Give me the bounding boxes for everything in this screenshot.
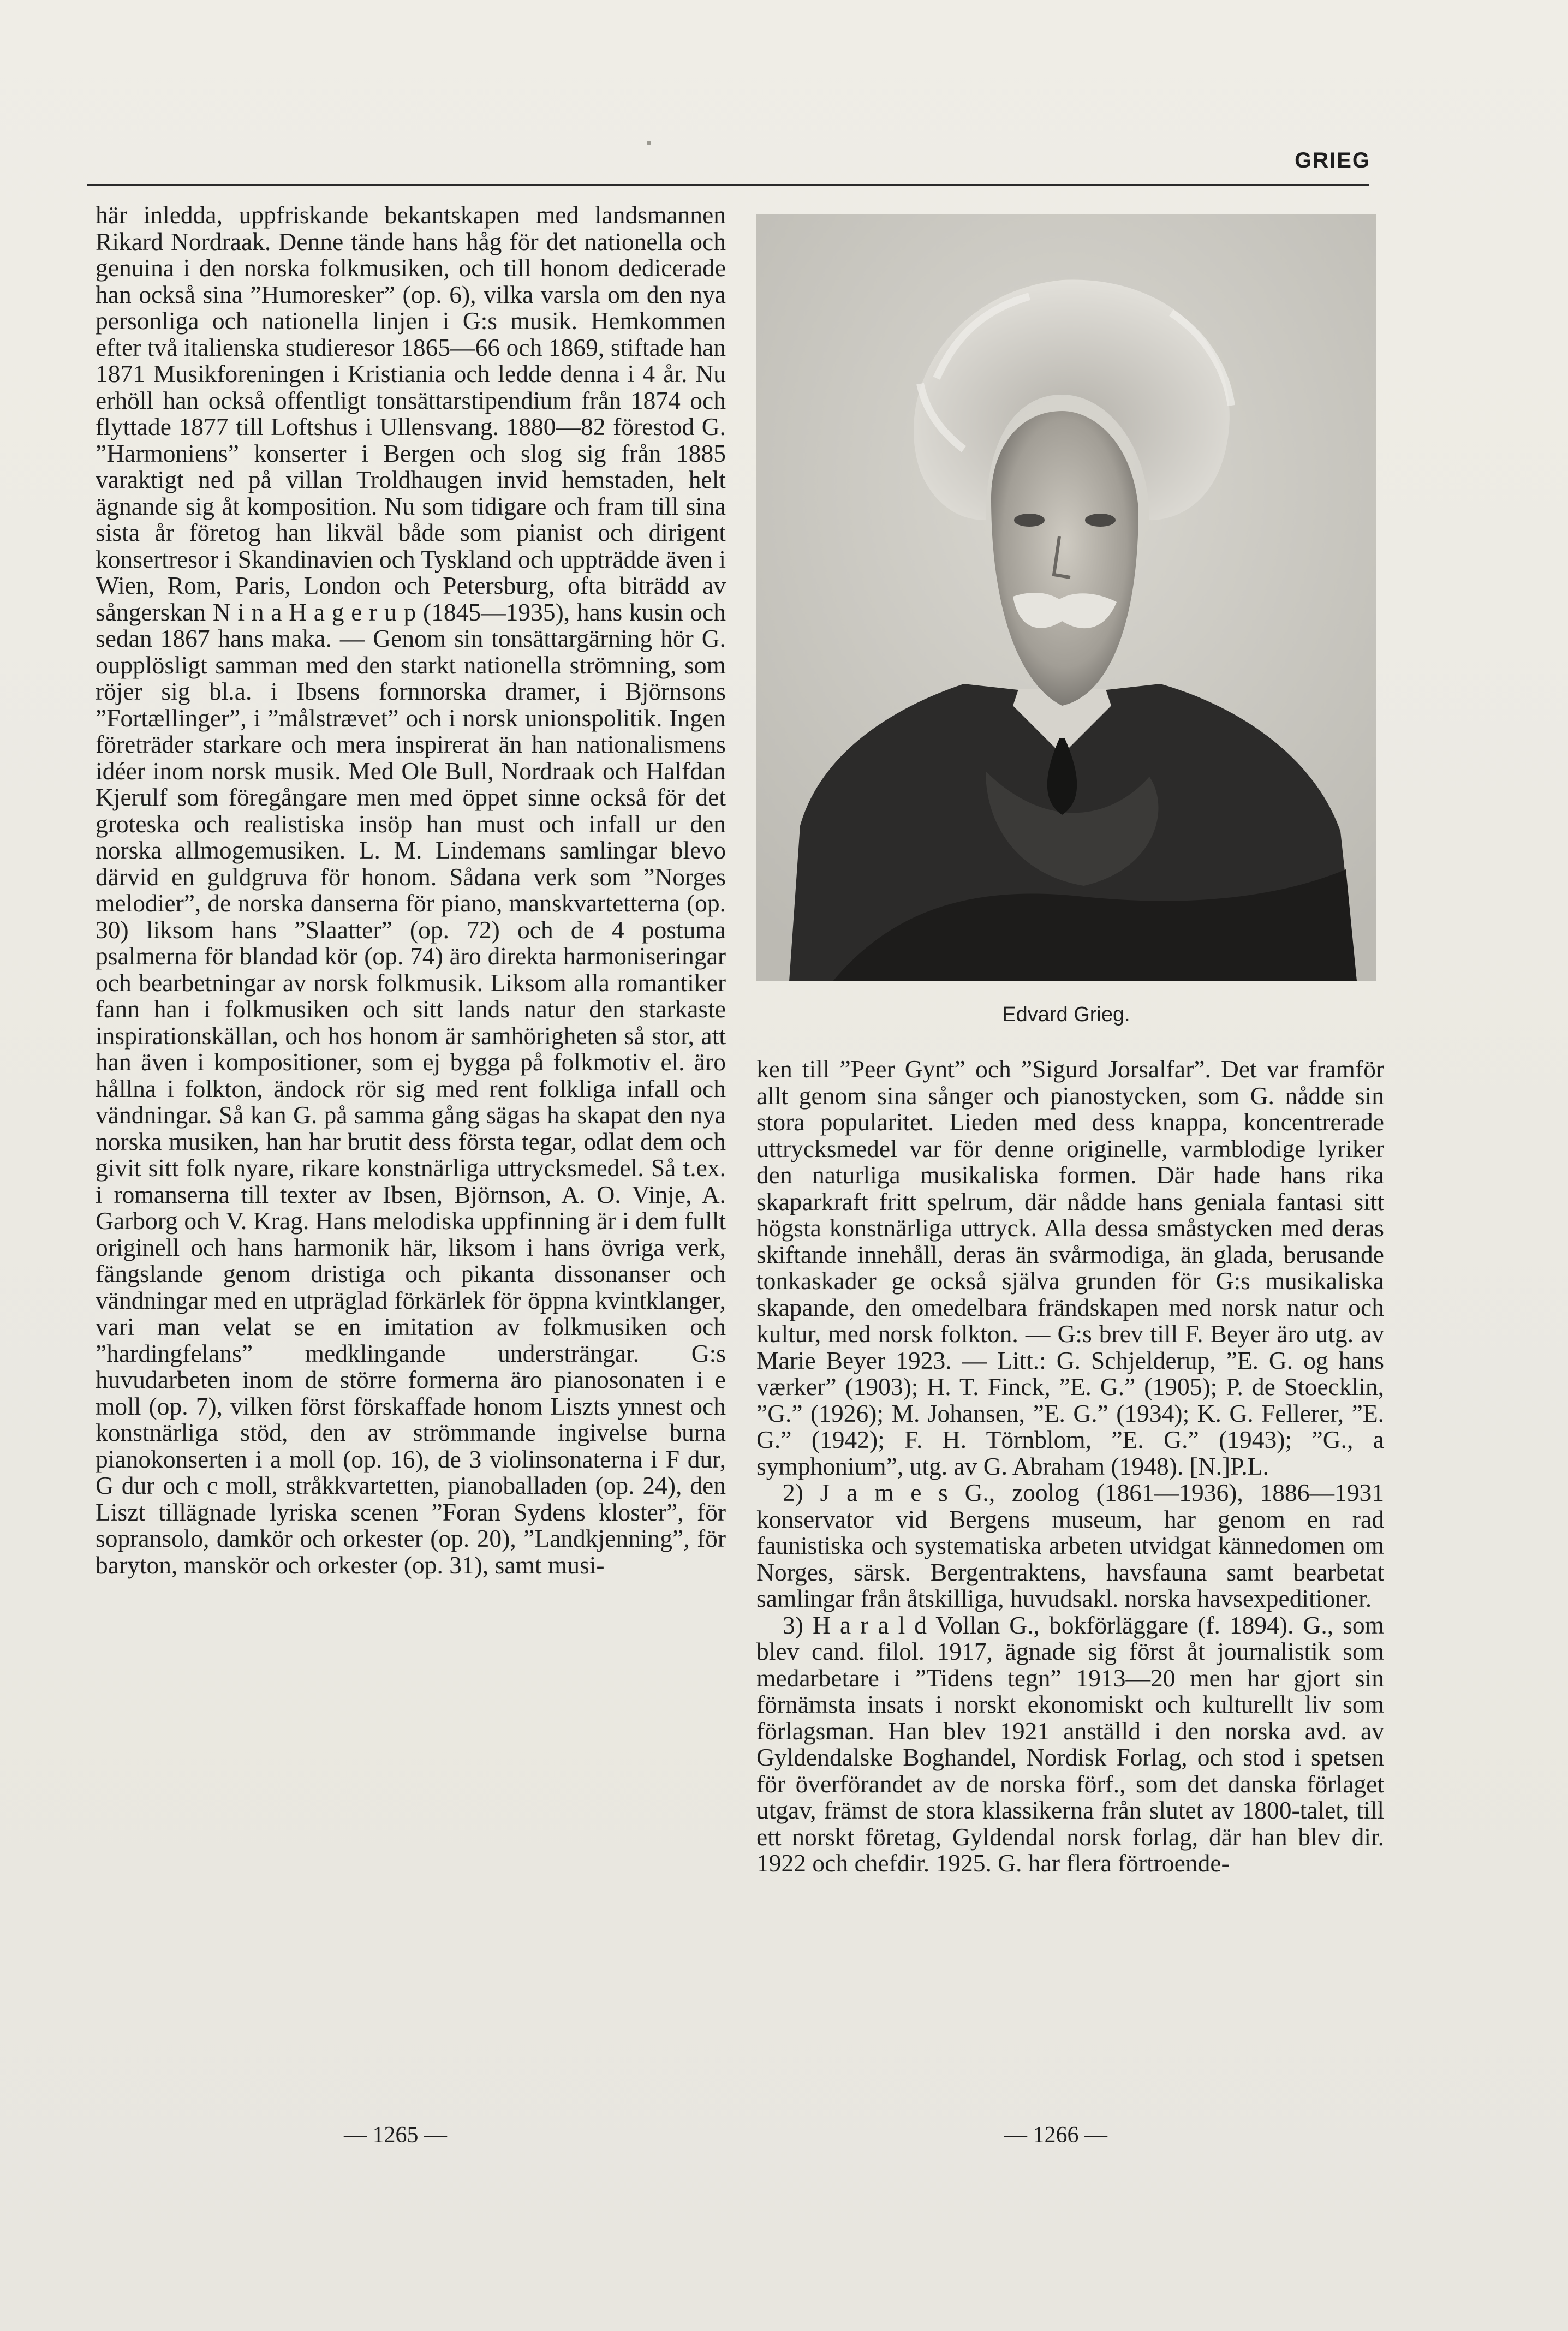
right-paragraph-1: ken till ”Peer Gynt” och ”Sigurd Jorsalfar”. Det var framför allt genom sina sånger och pianostycken, som G. nådde sin stora popularitet. Lieden med dess knappa, koncentrerade uttrycksmedel var för denne originelle, varmblodige lyriker den naturliga musikaliska formen. Där hade hans rika skaparkraft fritt spelrum, där nådde hans geniala fantasi sitt högsta konstnärliga uttryck. Alla dessa småstycken med deras skiftande innehåll, deras än svårmodiga, än glada, berusande tonkaskader ge också själva grunden för G:s musikaliska skapande, den omedelbara frändskapen med norsk natur och kultur, med norsk folkton. — G:s brev till F. Beyer äro utg. av Marie Beyer 1923. — Litt.: G. Schjelderup, ”E. G. og hans værker” (1903); H. T. Finck, ”E. G.” (1905); P. de Stoecklin, ”G.” (1926); M. Johansen, ”E. G.” (1934); K. G. Fellerer, ”E. G.” (1942); F. H. Törnblom, ”E. G.” (1943); ”G., a symphonium”, utg. av G. Abraham (1948). [N.]P.L. xyxy=(756,1056,1384,1480)
paper-speck xyxy=(647,141,651,145)
right-column xyxy=(756,1056,1384,2093)
page-number-left: — 1265 — xyxy=(344,2123,447,2148)
right-paragraph-2: 2) J a m e s G., zoolog (1861—1936), 1886—1931 konservator vid Bergens museum, har genom en rad faunistiska och systematiska arbeten utvidgat kännedomen om Norges, särsk. Bergentraktens, havsfauna samt bearbetat samlingar från åtskilliga, huvudsakl. norska havsexpeditioner. xyxy=(756,1479,1384,1612)
header-rule xyxy=(87,184,1369,186)
running-head: GRIEG xyxy=(1295,148,1370,172)
portrait-photo xyxy=(756,214,1376,981)
photo-caption: Edvard Grieg. xyxy=(1002,1003,1130,1026)
left-column xyxy=(96,202,726,2085)
portrait-illustration xyxy=(756,214,1376,981)
left-column-text: här inledda, uppfriskande bekantskapen med landsmannen Rikard Nordraak. Denne tände hans håg för det nationella och genuina i den norska folkmusiken, och till honom dedicerade han också sina ”Humoresker” (op. 6), vilka varsla om den nya personliga och nationella linjen i G:s musik. Hemkommen efter två italienska studieresor 1865—66 och 1869, stiftade han 1871 Musikforeningen i Kristiania och ledde denna i 4 år. Nu erhöll han också offentligt tonsättarstipendium från 1874 och flyttade 1877 till Loftshus i Ullensvang. 1880—82 förestod G. ”Harmoniens” konserter i Bergen och slog sig från 1885 varaktigt ned på villan Troldhaugen invid hemstaden, helt ägnande sig åt komposition. Nu som tidigare och fram till sina sista år företog han likväl både som pianist och dirigent konsertresor i Skandinavien och Tyskland och uppträdde även i Wien, Rom, Paris, London och Petersburg, ofta biträdd av sångerskan N i n a H a g e r u p (1845—1935), hans kusin och sedan 1867 hans maka. — Genom sin tonsättargärning hör G. oupplösligt samman med den starkt nationella strömning, som röjer sig bl.a. i Ibsens fornnorska dramer, i Björnsons ”Fortællinger”, i ”målstrævet” och i norsk unionspolitik. Ingen företräder starkare och mera inspirerat än han nationalismens idéer inom norsk musik. Med Ole Bull, Nordraak och Halfdan Kjerulf som föregångare men med öppet sinne också för det groteska och realistiska insöp han must och infall ur den norska allmogemusiken. L. M. Lindemans samlingar blevo därvid en guldgruva för honom. Sådana verk som ”Norges melodier”, de norska danserna för piano, manskvartetterna (op. 30) liksom hans ”Slaatter” (op. 72) och de 4 postuma psalmerna för blandad kör (op. 74) äro direkta harmoniseringar och bearbetningar av norsk folkmusik. Liksom alla romantiker fann han i folkmusiken och sitt lands natur den starkaste inspirationskällan, och hos honom är samhörigheten så stor, att han även i kompositioner, som ej bygga på folkmotiv el. äro hållna i folkton, ändock rör sig med rent folkliga infall och vändningar. Så kan G. på samma gång sägas ha skapat den nya norska musiken, han har brutit dess första tegar, odlat dem och givit sitt folk nyare, rikare konstnärliga uttrycksmedel. Så t.ex. i romanserna till texter av Ibsen, Björnson, A. O. Vinje, A. Garborg och V. Krag. Hans melodiska uppfinning är i dem fullt originell och hans harmonik här, liksom i hans övriga verk, fängslande genom dristiga och pikanta dissonanser och vändningar med en utpräglad förkärlek för öppna kvintklanger, vari man velat se en imitation av folkmusiken och ”hardingfelans” medklingande understrängar. G:s huvudarbeten inom de större formerna äro pianosonaten i e moll (op. 7), vilken först förskaffade honom Liszts ynnest och konstnärliga stöd, den av strömmande ingivelse burna pianokonserten i a moll (op. 16), de 3 violinsonaterna i F dur, G dur och c moll, stråkkvartetten, pianoballaden (op. 24), den Liszt tillägnade lyriska scenen ”Foran Sydens kloster”, för sopransolo, damkör och orkester (op. 20), ”Landkjenning”, för baryton, manskör och orkester (op. 31), samt musi- xyxy=(96,202,726,1579)
page-number-right: — 1266 — xyxy=(1004,2123,1107,2148)
right-paragraph-3: 3) H a r a l d Vollan G., bokförläggare (f. 1894). G., som blev cand. filol. 1917, ägnade sig först åt journalistik som medarbetare i ”Tidens tegn” 1913—20 men har gjort sin förnämsta insats i norskt ekonomiskt och kulturellt liv som förlagsman. Han blev 1921 anställd i den norska avd. av Gyldendalske Boghandel, Nordisk Forlag, och stod i spetsen för överförandet av de norska förf., som det danska förlaget utgav, främst de stora klassikerna från slutet av 1800-talet, till ett norskt företag, Gyldendal norsk forlag, där han blev dir. 1922 och chefdir. 1925. G. har flera förtroende- xyxy=(756,1611,1384,1877)
